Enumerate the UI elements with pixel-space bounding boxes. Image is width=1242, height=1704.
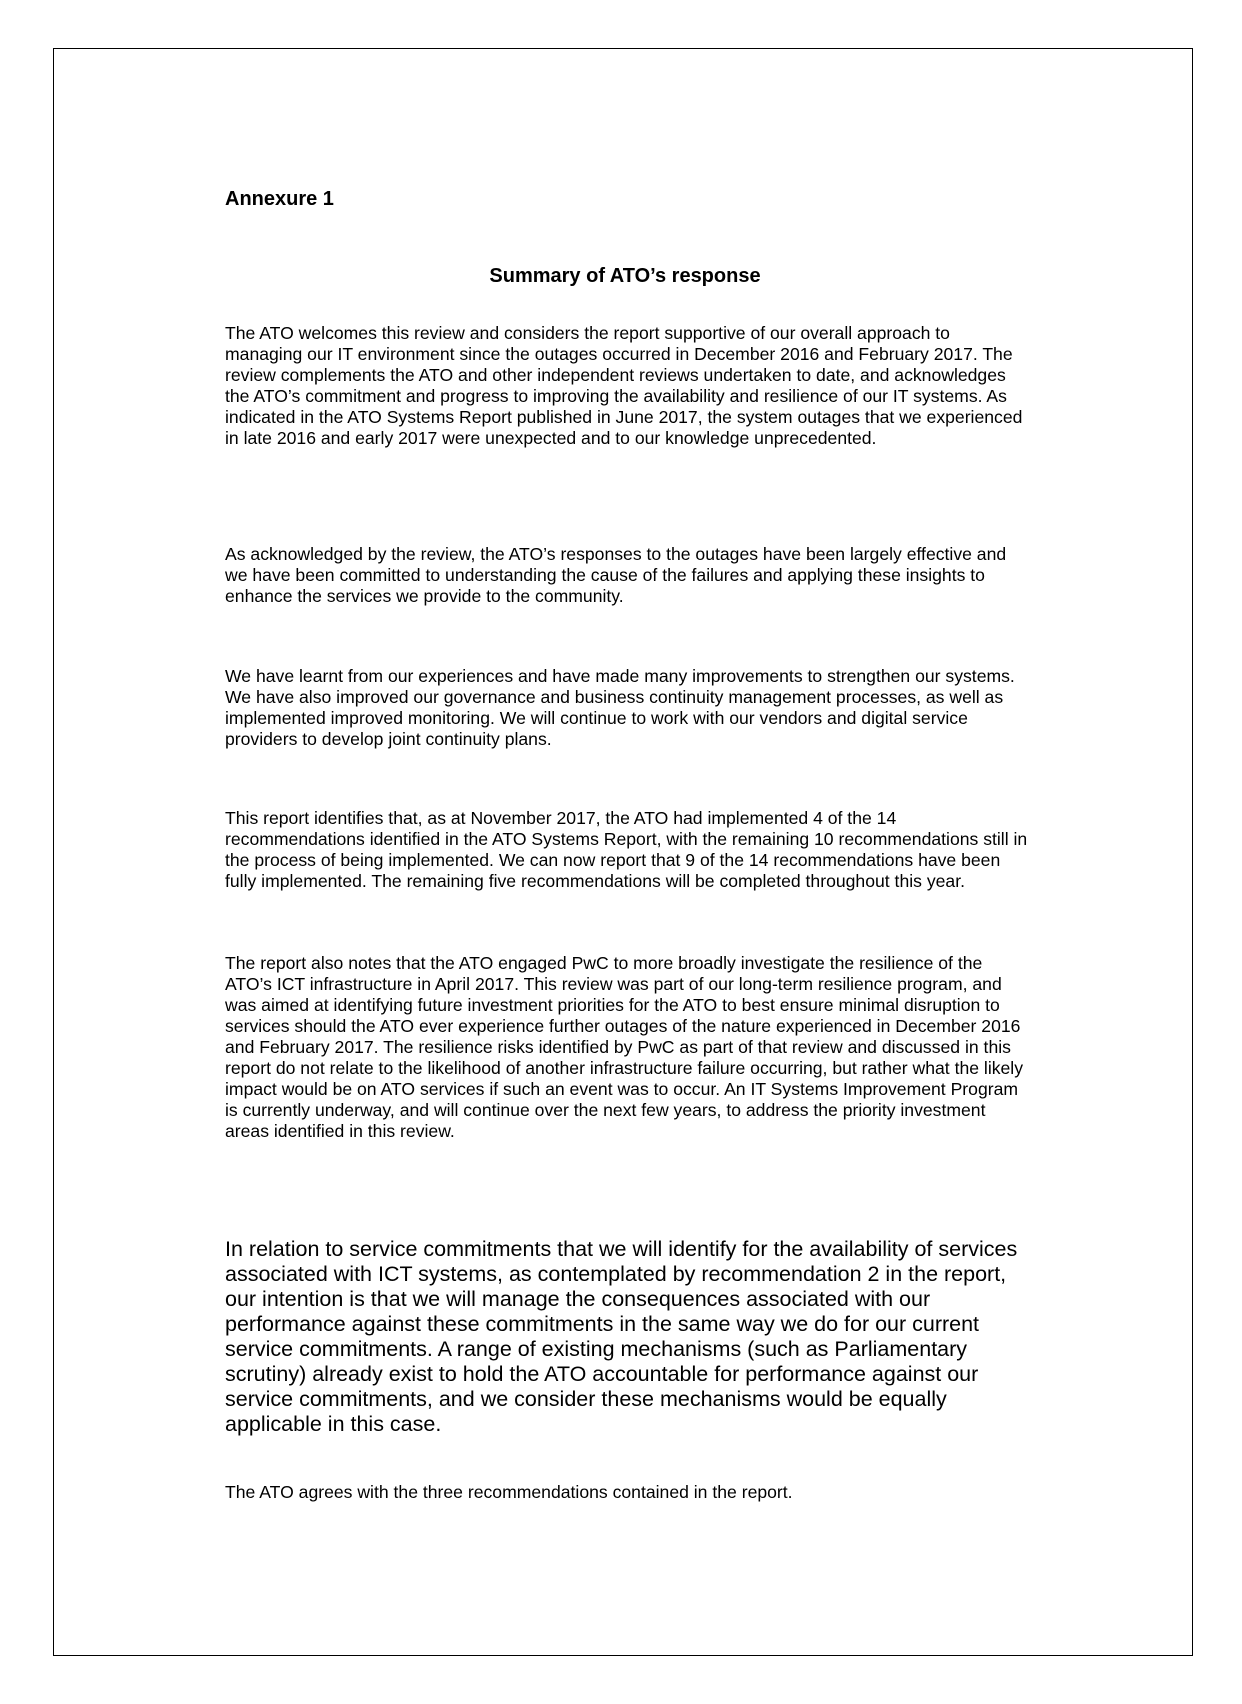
paragraph-recommendations-status: This report identifies that, as at November 2017, the ATO had implemented 4 of the 14 recommendations identified in the ATO Systems Report, with the remaining 10 recommendations still in the process of being implemented. We can now report that 9 of the 14 recommendations have been fully implemented. The remaining five recommendations will be completed throughout this year. bbox=[225, 808, 1028, 891]
paragraph-service-commitments: In relation to service commitments that we will identify for the availability of services associated with ICT systems, as contemplated by recommendation 2 in the report, our intention is that we will manage the consequences associated with our performance against these commitments in the same way we do for our current service commitments. A range of existing mechanisms (such as Parliamentary scrutiny) already exist to hold the ATO accountable for performance against our service commitments, and we consider these mechanisms would be equally applicable in this case. bbox=[225, 1237, 1018, 1436]
paragraph-agreement: The ATO agrees with the three recommendations contained in the report. bbox=[225, 1482, 793, 1502]
paragraph-improvements: We have learnt from our experiences and have made many improvements to strengthen our systems. We have also improved our governance and business continuity management processes, as well as implemented improved monitoring. We will continue to work with our vendors and digital service providers to develop joint continuity plans. bbox=[225, 666, 1015, 749]
paragraph-review-welcome: The ATO welcomes this review and considers the report supportive of our overall approach to managing our IT environment since the outages occurred in December 2016 and February 2017. The review complements the ATO and other independent reviews undertaken to date, and acknowledges the ATO’s commitment and progress to improving the availability and resilience of our IT systems. As indicated in the ATO Systems Report published in June 2017, the system outages that we experienced in late 2016 and early 2017 were unexpected and to our knowledge unprecedented. bbox=[225, 323, 1023, 448]
annexure-heading: Annexure 1 bbox=[225, 188, 334, 210]
paragraph-outage-response: As acknowledged by the review, the ATO’s responses to the outages have been largely effective and we have been committed to understanding the cause of the failures and applying these insights to enhance the services we provide to the community. bbox=[225, 544, 1007, 606]
paragraph-pwc-review: The report also notes that the ATO engaged PwC to more broadly investigate the resilience of the ATO’s ICT infrastructure in April 2017. This review was part of our long-term resilience program, and was aimed at identifying future investment priorities for the ATO to best ensure minimal disruption to services should the ATO ever experience further outages of the nature experienced in December 2016 and February 2017. The resilience risks identified by PwC as part of that review and discussed in this report do not relate to the likelihood of another infrastructure failure occurring, but rather what the likely impact would be on ATO services if such an event was to occur. An IT Systems Improvement Program is currently underway, and will continue over the next few years, to address the priority investment areas identified in this review. bbox=[225, 953, 1024, 1141]
document-title: Summary of ATO’s response bbox=[489, 265, 761, 287]
